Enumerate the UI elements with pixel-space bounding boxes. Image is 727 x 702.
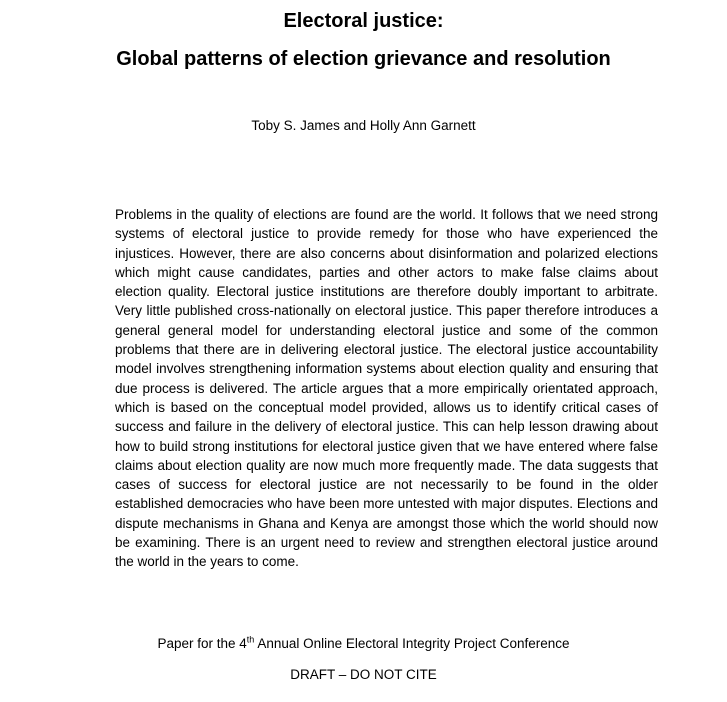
conference-ordinal-superscript: th: [246, 634, 255, 645]
paper-title-line-2: Global patterns of election grievance and resolution: [116, 48, 611, 70]
paper-title-line-1: Electoral justice:: [283, 10, 444, 32]
conference-prefix: Paper for the 4: [157, 636, 247, 651]
conference-note: [0, 634, 727, 653]
abstract: Problems in the quality of elections are found are the world. It follows that we need strong systems of electoral justice to provide remedy for those who have experienced the injustices. However, there are also concerns about disinformation and polarized elections which might cause candidates, parties and other actors to make false claims about election quality. Electoral justice institutions are therefore doubly important to arbitrate. Very little published cross-nationally on electoral justice. This paper therefore introduces a general general model for understanding electoral justice and some of the common problems that there are in delivering electoral justice. The electoral justice accountability model involves strengthening information systems about election quality and ensuring that due process is delivered. The article argues that a more empirically orientated approach, which is based on the conceptual model provided, allows us to identify critical cases of success and failure in the delivery of electoral justice. This can help lesson drawing about how to build strong institutions for electoral justice given that we have entered where false claims about election quality are now much more frequently made. The data suggests that cases of success for electoral justice are not necessarily to be found in the older established democracies who have been more untested with major disputes. Elections and dispute mechanisms in Ghana and Kenya are amongst those which the world should now be examining. There is an urgent need to review and strengthen electoral justice around the world in the years to come.: [115, 207, 658, 570]
conference-suffix: Annual Online Electoral Integrity Project Conference: [254, 636, 570, 651]
draft-notice: DRAFT – DO NOT CITE: [290, 667, 437, 682]
authors: Toby S. James and Holly Ann Garnett: [251, 118, 476, 133]
